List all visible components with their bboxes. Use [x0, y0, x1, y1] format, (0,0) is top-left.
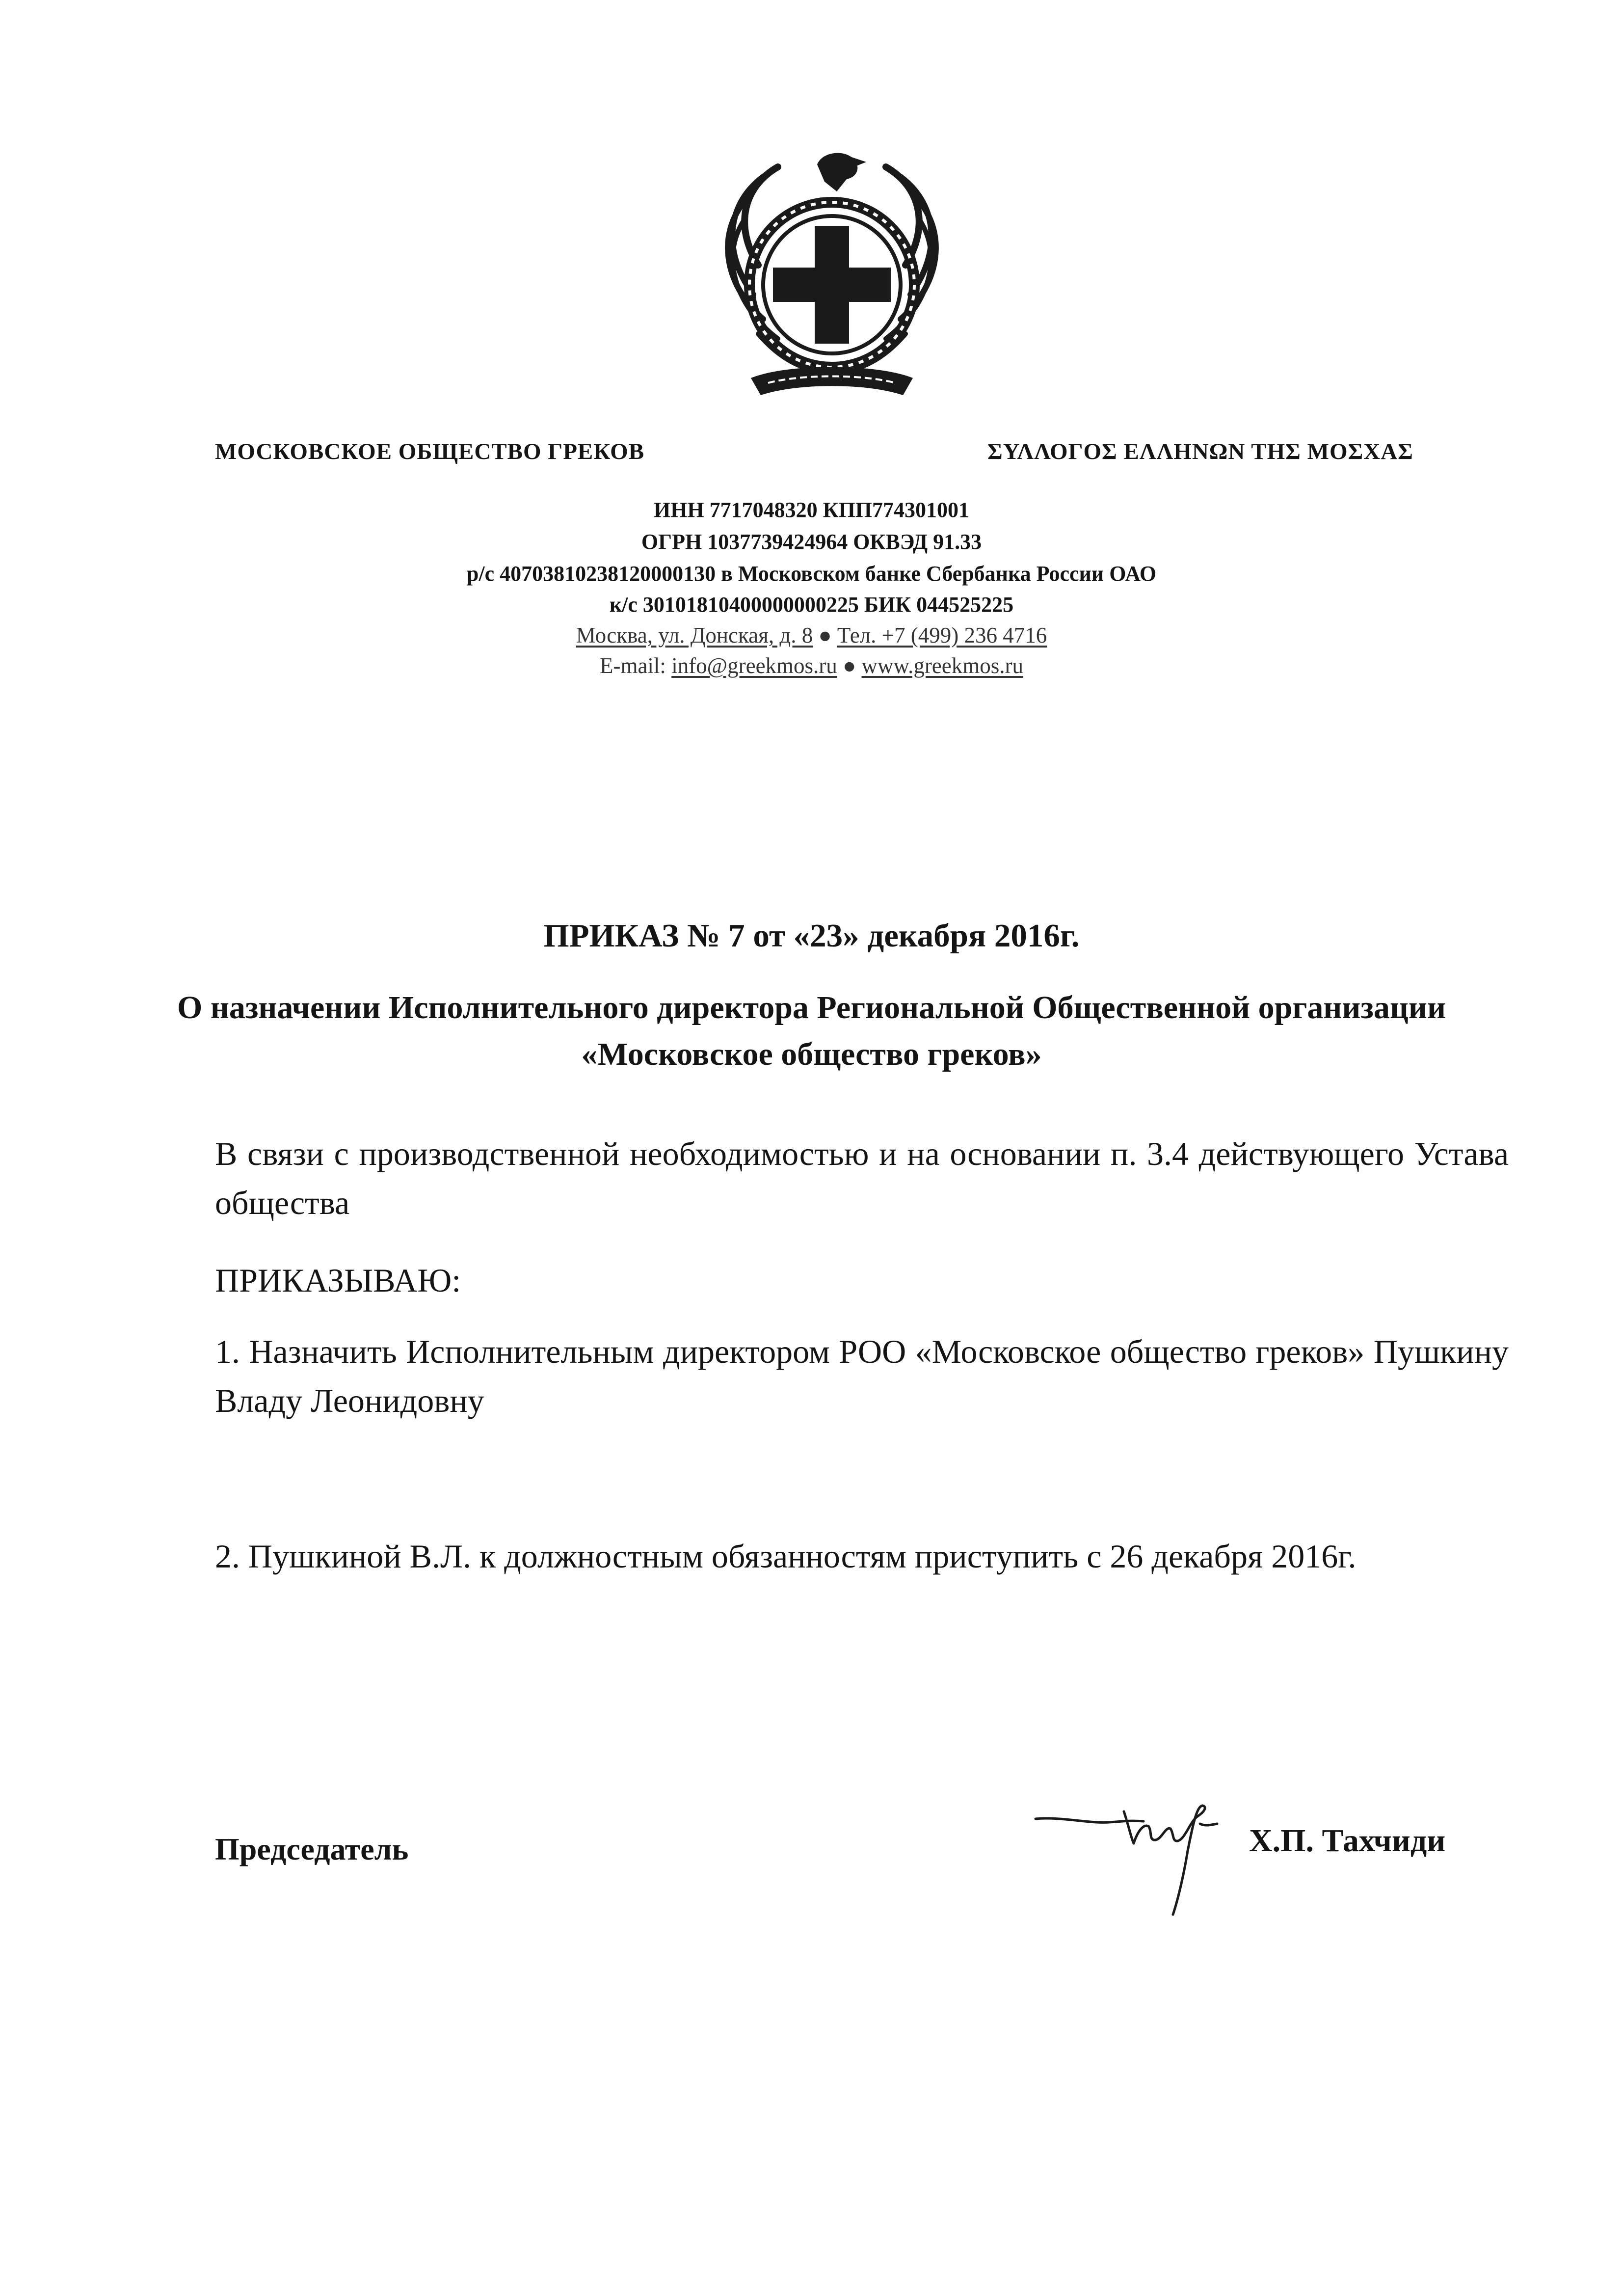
website-link[interactable]: www.greekmos.ru: [861, 653, 1024, 678]
requisites-inn-kpp: ИНН 7717048320 КПП774301001: [653, 498, 970, 522]
document-title: ПРИКАЗ № 7 от «23» декабря 2016г.: [543, 918, 1080, 954]
basis-paragraph: В связи с производственной необходимостью и на основании п. 3.4 действующего Устава общества: [215, 1135, 1509, 1221]
order-word: ПРИКАЗЫВАЮ:: [215, 1262, 461, 1299]
contact-web-line: [0, 653, 1623, 678]
document-subject: О назначении Исполнительного директора Региональной Общественной организации «Московское общество греков»: [177, 990, 1446, 1072]
handwritten-signature-icon: [1031, 1797, 1261, 1944]
phone: Тел. +7 (499) 236 4716: [837, 623, 1047, 648]
contact-address-line: [0, 622, 1623, 648]
org-name-russian: МОСКОВСКОЕ ОБЩЕСТВО ГРЕКОВ: [215, 439, 645, 464]
requisites-bank-account: р/с 40703810238120000130 в Московском банке Сбербанка России ОАО: [466, 562, 1157, 586]
greek-cross-eagle-emblem-icon: [704, 147, 959, 412]
order-item-2: 2. Пушкиной В.Л. к должностным обязанностям приступить с 26 декабря 2016г.: [215, 1538, 1357, 1575]
signatory-position: Председатель: [215, 1832, 409, 1866]
separator-dot-icon: ●: [818, 623, 832, 648]
org-name-greek: ΣΥΛΛΟΓΟΣ ΕΛΛΗΝΩΝ ΤΗΣ ΜΟΣΧΑΣ: [987, 439, 1413, 464]
address: Москва, ул. Донская, д. 8: [576, 623, 813, 648]
email-label: E-mail:: [599, 653, 666, 678]
separator-dot-icon: ●: [843, 653, 856, 678]
signatory-name: Х.П. Тахчиди: [1249, 1823, 1446, 1859]
requisites-ogrn-okved: ОГРН 1037739424964 ОКВЭД 91.33: [641, 530, 982, 554]
requisites-corr-account-bik: к/с 30101810400000000225 БИК 044525225: [609, 593, 1014, 617]
order-item-1: 1. Назначить Исполнительным директором РОО «Московское общество греков» Пушкину Владу Леонидовну: [215, 1333, 1509, 1419]
email-link[interactable]: info@greekmos.ru: [671, 653, 837, 678]
